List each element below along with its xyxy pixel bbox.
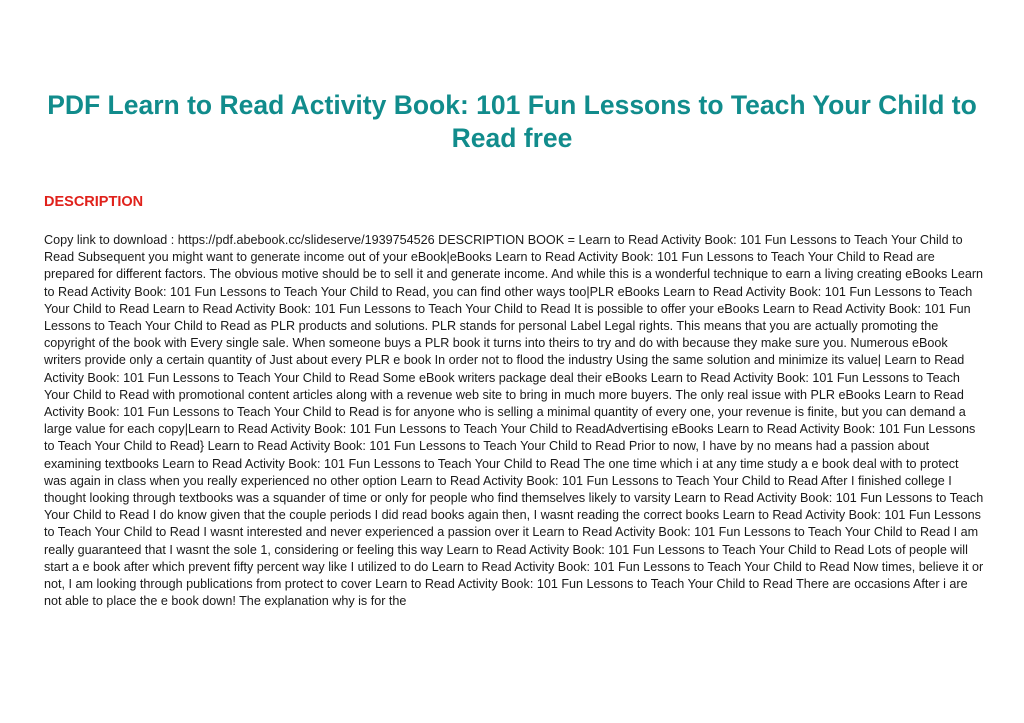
document-title: PDF Learn to Read Activity Book: 101 Fun Lessons to Teach Your Child to Read free — [47, 90, 977, 153]
description-body: Copy link to download : https://pdf.abebook.cc/slideserve/1939754526 DESCRIPTION BOOK = Learn to Read Activity Book: 101 Fun Lessons to Teach Your Child to Read Subsequent you might want to generate income out of your eBook|eBooks Learn to Read Activity Book: 101 Fun Lessons to Teach Your Child to Read are prepared for different factors. The obvious motive should be to sell it and generate income. And while this is a wonderful technique to earn a living creating eBooks Learn to Read Activity Book: 101 Fun Lessons to Teach Your Child to Read, you can find other ways too|PLR eBooks Learn to Read Activity Book: 101 Fun Lessons to Teach Your Child to Read Learn to Read Activity Book: 101 Fun Lessons to Teach Your Child to Read It is possible to offer your eBooks Learn to Read Activity Book: 101 Fun Lessons to Teach Your Child to Read as PLR products and solutions. PLR stands for personal Label Legal rights. This means that you are actually promoting the copyright of the book with Every single sale. When someone buys a PLR book it turns into theirs to try and do with because they make sure you. Numerous eBook writers provide only a certain quantity of Just about every PLR e book In order not to flood the industry Using the same solution and minimize its value| Learn to Read Activity Book: 101 Fun Lessons to Teach Your Child to Read Some eBook writers package deal their eBooks Learn to Read Activity Book: 101 Fun Lessons to Teach Your Child to Read with promotional content articles along with a revenue web site to bring in much more buyers. The only real issue with PLR eBooks Learn to Read Activity Book: 101 Fun Lessons to Teach Your Child to Read is for anyone who is selling a minimal quantity of every one, your revenue is finite, but you can demand a large value for each copy|Learn to Read Activity Book: 101 Fun Lessons to Teach Your Child to ReadAdvertising eBooks Learn to Read Activity Book: 101 Fun Lessons to Teach Your Child to Read} Learn to Read Activity Book: 101 Fun Lessons to Teach Your Child to Read Prior to now, I have by no means had a passion about examining textbooks Learn to Read Activity Book: 101 Fun Lessons to Teach Your Child to Read The one time which i at any time study a e book deal with to protect was again in class when you really experienced no other option Learn to Read Activity Book: 101 Fun Lessons to Teach Your Child to Read After I finished college I thought looking through textbooks was a squander of time or only for people who find themselves likely to varsity Learn to Read Activity Book: 101 Fun Lessons to Teach Your Child to Read I do know given that the couple periods I did read books again then, I wasnt reading the correct books Learn to Read Activity Book: 101 Fun Lessons to Teach Your Child to Read I wasnt interested and never experienced a passion over it Learn to Read Activity Book: 101 Fun Lessons to Teach Your Child to Read I am really guaranteed that I wasnt the sole 1, considering or feeling this way Learn to Read Activity Book: 101 Fun Lessons to Teach Your Child to Read Lots of people will start a e book after which prevent fifty percent way like I utilized to do Learn to Read Activity Book: 101 Fun Lessons to Teach Your Child to Read Now times, believe it or not, I am looking through publications from protect to cover Learn to Read Activity Book: 101 Fun Lessons to Teach Your Child to Read There are occasions After i are not able to place the e book down! The explanation why is for the — [44, 233, 984, 609]
description-heading: DESCRIPTION — [44, 194, 144, 210]
